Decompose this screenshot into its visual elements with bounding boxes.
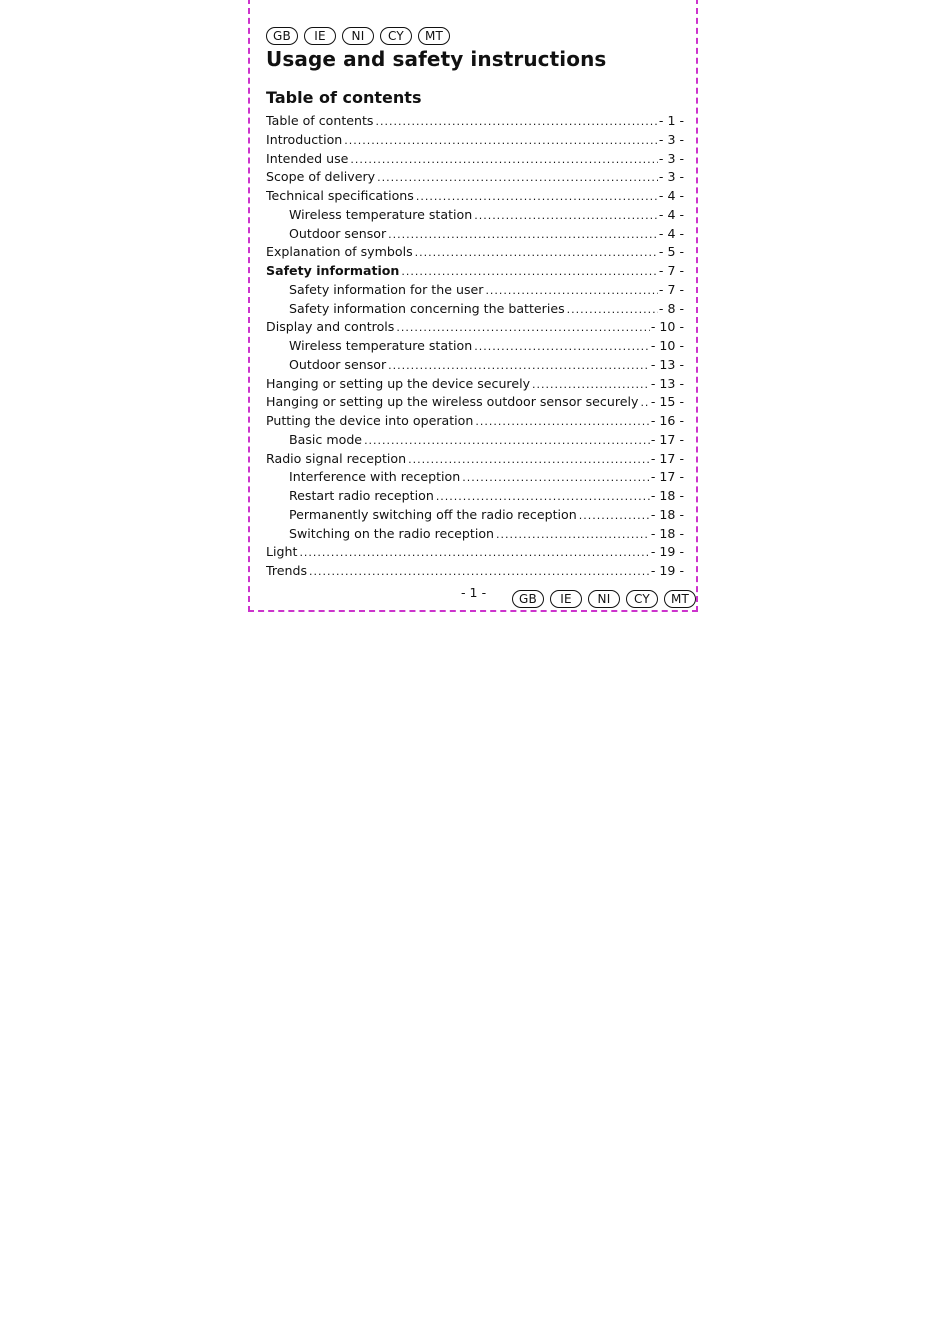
toc-dot-leader [474,340,650,353]
toc-entry[interactable] [266,376,684,395]
toc-entry-title: Wireless temperature station [289,206,473,222]
toc-entry-title: Intended use [266,150,349,166]
toc-entry-page: - 4 - [658,188,684,203]
toc-dot-leader [388,359,650,372]
toc-dot-leader [364,434,650,447]
toc-entry-title: Introduction [266,131,343,147]
toc-entry-page: - 19 - [650,544,684,560]
toc-dot-leader [376,115,658,128]
toc-entry[interactable] [266,151,684,170]
toc-entry[interactable] [266,451,684,470]
toc-entry-title: Basic mode [289,431,363,447]
toc-dot-leader [532,378,650,391]
toc-entry-page: - 17 - [650,431,684,447]
toc-entry-page: - 18 - [650,488,684,503]
toc-entry-title: Radio signal reception [266,450,407,466]
toc-entry-page: - 19 - [650,563,684,578]
page-number: - 1 - [461,585,487,600]
toc-entry[interactable] [266,394,684,413]
toc-entry[interactable] [266,244,684,263]
toc-entry-title: Trends [266,563,308,578]
country-code-badge: CY [626,590,658,608]
country-code-badge: MT [664,590,696,608]
toc-dot-leader [377,171,658,184]
toc-entry[interactable] [266,263,684,282]
toc-entry[interactable] [266,432,684,451]
toc-entry-title: Hanging or setting up the wireless outdoor sensor securely [266,394,639,410]
toc-entry-title: Explanation of symbols [266,244,413,260]
toc-entry[interactable] [266,188,684,207]
toc-entry[interactable] [266,319,684,338]
toc-heading: Table of contents [266,88,422,107]
toc-entry-title: Light [266,544,298,560]
toc-dot-leader [416,190,658,203]
page-title: Usage and safety instructions [266,47,607,71]
toc-entry[interactable] [266,282,684,301]
toc-entry-page: - 1 - [658,113,684,128]
toc-entry-title: Display and controls [266,319,395,335]
toc-entry-title: Interference with reception [289,469,461,485]
toc-entry-title: Putting the device into operation [266,413,474,428]
toc-entry-page: - 13 - [650,375,684,391]
toc-entry[interactable] [266,357,684,376]
table-of-contents [266,113,684,582]
toc-entry-title: Permanently switching off the radio reception [289,506,577,522]
toc-entry-page: - 4 - [658,206,684,222]
toc-entry-title: Hanging or setting up the device securely [266,375,531,391]
toc-entry-page: - 10 - [650,338,684,353]
toc-dot-leader [309,565,650,578]
country-code-badge: NI [588,590,620,608]
toc-entry-page: - 17 - [650,469,684,485]
toc-entry-title: Safety information for the user [289,281,484,297]
country-code-badge: CY [380,27,412,45]
toc-entry-page: - 18 - [650,525,684,541]
toc-entry-page: - 3 - [658,169,684,185]
toc-entry[interactable] [266,132,684,151]
toc-dot-leader [462,471,650,484]
toc-entry-page: - 17 - [650,450,684,466]
header-country-codes [266,27,450,45]
toc-entry-title: Switching on the radio reception [289,525,495,541]
toc-entry[interactable] [266,563,684,582]
toc-entry-title: Safety information [266,263,400,278]
toc-entry-title: Outdoor sensor [289,225,387,241]
toc-dot-leader [401,265,657,278]
toc-entry-page: - 13 - [650,356,684,372]
toc-entry-page: - 10 - [650,319,684,335]
toc-entry[interactable] [266,169,684,188]
toc-entry-title: Restart radio reception [289,488,434,503]
toc-entry-title: Safety information concerning the batteries [289,300,565,316]
toc-entry[interactable] [266,526,684,545]
toc-dot-leader [485,284,657,297]
toc-entry-title: Outdoor sensor [289,356,387,372]
toc-entry-title: Wireless temperature station [289,338,473,353]
toc-dot-leader [436,490,650,503]
toc-entry[interactable] [266,488,684,507]
toc-entry[interactable] [266,301,684,320]
toc-entry[interactable] [266,226,684,245]
toc-dot-leader [567,303,658,316]
toc-entry-page: - 5 - [658,244,684,260]
toc-entry-title: Scope of delivery [266,169,376,185]
country-code-badge: IE [304,27,336,45]
toc-dot-leader [496,528,650,541]
toc-entry-page: - 8 - [658,300,684,316]
toc-dot-leader [396,321,650,334]
toc-entry[interactable] [266,338,684,357]
toc-dot-leader [579,509,650,522]
toc-entry[interactable] [266,113,684,132]
toc-entry-page: - 7 - [658,281,684,297]
toc-entry[interactable] [266,469,684,488]
toc-entry[interactable] [266,544,684,563]
toc-entry-page: - 15 - [650,394,684,410]
toc-entry-page: - 4 - [658,225,684,241]
toc-dot-leader [415,246,658,259]
toc-entry-page: - 18 - [650,506,684,522]
toc-entry-page: - 16 - [650,413,684,428]
country-code-badge: NI [342,27,374,45]
toc-entry-title: Technical specifications [266,188,414,203]
country-code-badge: IE [550,590,582,608]
toc-dot-leader [474,209,658,222]
toc-entry[interactable] [266,413,684,432]
toc-entry[interactable] [266,507,684,526]
toc-dot-leader [640,396,649,409]
toc-entry-page: - 7 - [658,263,684,278]
toc-entry-title: Table of contents [266,113,374,128]
toc-entry[interactable] [266,207,684,226]
toc-dot-leader [299,546,649,559]
toc-dot-leader [344,134,658,147]
toc-dot-leader [408,453,650,466]
country-code-badge: MT [418,27,450,45]
country-code-badge: GB [266,27,298,45]
toc-entry-page: - 3 - [658,131,684,147]
toc-dot-leader [475,415,650,428]
toc-dot-leader [388,228,658,241]
footer-country-codes [512,590,696,608]
toc-entry-page: - 3 - [658,150,684,166]
country-code-badge: GB [512,590,544,608]
toc-dot-leader [350,153,657,166]
